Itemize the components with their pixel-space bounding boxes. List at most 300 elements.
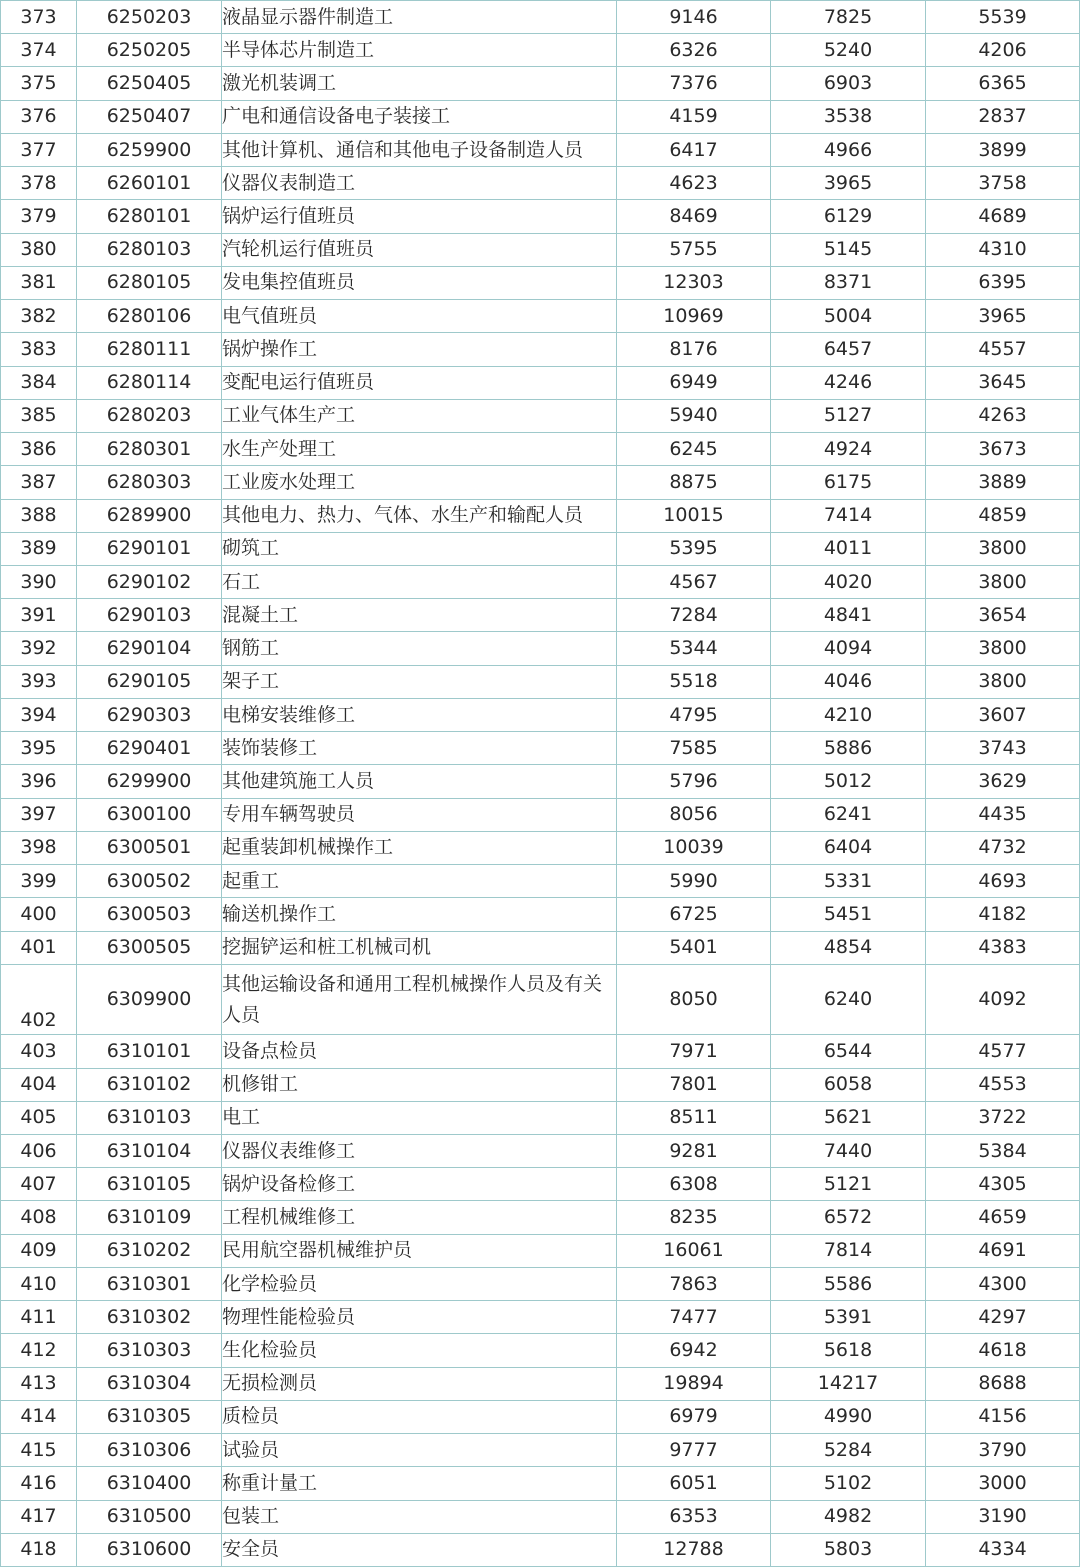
value-cell-1: 7376 bbox=[617, 67, 771, 100]
occupation-name-cell: 挖掘铲运和桩工机械司机 bbox=[222, 931, 617, 964]
row-number-cell: 403 bbox=[1, 1035, 77, 1068]
value-cell-2: 5284 bbox=[771, 1434, 926, 1467]
row-number-cell: 386 bbox=[1, 433, 77, 466]
value-cell-1: 5755 bbox=[617, 233, 771, 266]
occupation-name-cell: 工业气体生产工 bbox=[222, 399, 617, 432]
occupation-code-cell: 6260101 bbox=[77, 167, 222, 200]
value-cell-2: 5391 bbox=[771, 1301, 926, 1334]
value-cell-1: 10039 bbox=[617, 831, 771, 864]
table-row bbox=[1, 1334, 1080, 1367]
value-cell-2: 4011 bbox=[771, 532, 926, 565]
value-cell-2: 5102 bbox=[771, 1467, 926, 1500]
row-number-cell: 399 bbox=[1, 865, 77, 898]
occupation-name-cell: 变配电运行值班员 bbox=[222, 366, 617, 399]
occupation-name-cell: 激光机装调工 bbox=[222, 67, 617, 100]
occupation-code-cell: 6310101 bbox=[77, 1035, 222, 1068]
row-number-cell: 381 bbox=[1, 266, 77, 299]
row-number-cell: 407 bbox=[1, 1168, 77, 1201]
occupation-name-cell: 民用航空器机械维护员 bbox=[222, 1234, 617, 1267]
occupation-code-cell: 6300100 bbox=[77, 798, 222, 831]
value-cell-2: 6241 bbox=[771, 798, 926, 831]
value-cell-2: 4854 bbox=[771, 931, 926, 964]
occupation-name-cell: 仪器仪表维修工 bbox=[222, 1135, 617, 1168]
row-number-cell: 376 bbox=[1, 100, 77, 133]
row-number-cell: 396 bbox=[1, 765, 77, 798]
occupation-code-cell: 6289900 bbox=[77, 499, 222, 532]
value-cell-2: 6903 bbox=[771, 67, 926, 100]
value-cell-1: 8511 bbox=[617, 1101, 771, 1134]
row-number-cell: 385 bbox=[1, 399, 77, 432]
row-number-cell: 416 bbox=[1, 1467, 77, 1500]
occupation-code-cell: 6250405 bbox=[77, 67, 222, 100]
occupation-code-cell: 6250203 bbox=[77, 1, 222, 34]
row-number-cell: 406 bbox=[1, 1135, 77, 1168]
value-cell-3: 3965 bbox=[926, 300, 1080, 333]
value-cell-2: 8371 bbox=[771, 266, 926, 299]
value-cell-1: 5518 bbox=[617, 665, 771, 698]
value-cell-3: 8688 bbox=[926, 1367, 1080, 1400]
occupation-code-cell: 6310301 bbox=[77, 1267, 222, 1300]
row-number-cell: 394 bbox=[1, 698, 77, 731]
value-cell-1: 5395 bbox=[617, 532, 771, 565]
occupation-code-cell: 6280203 bbox=[77, 399, 222, 432]
occupation-name-cell: 化学检验员 bbox=[222, 1267, 617, 1300]
table-row bbox=[1, 100, 1080, 133]
occupation-name-cell: 电工 bbox=[222, 1101, 617, 1134]
value-cell-1: 7284 bbox=[617, 599, 771, 632]
value-cell-1: 12788 bbox=[617, 1533, 771, 1566]
value-cell-1: 5401 bbox=[617, 931, 771, 964]
value-cell-2: 14217 bbox=[771, 1367, 926, 1400]
row-number-cell: 384 bbox=[1, 366, 77, 399]
value-cell-3: 4297 bbox=[926, 1301, 1080, 1334]
value-cell-3: 4310 bbox=[926, 233, 1080, 266]
row-number-cell: 390 bbox=[1, 565, 77, 598]
row-number-cell: 412 bbox=[1, 1334, 77, 1367]
value-cell-3: 4732 bbox=[926, 831, 1080, 864]
table-row bbox=[1, 266, 1080, 299]
row-number-cell: 392 bbox=[1, 632, 77, 665]
occupation-code-cell: 6310305 bbox=[77, 1400, 222, 1433]
row-number-cell: 402 bbox=[1, 964, 77, 1035]
value-cell-2: 3538 bbox=[771, 100, 926, 133]
value-cell-1: 4159 bbox=[617, 100, 771, 133]
table-row bbox=[1, 599, 1080, 632]
occupation-name-cell: 钢筋工 bbox=[222, 632, 617, 665]
occupation-code-cell: 6310306 bbox=[77, 1434, 222, 1467]
occupation-code-cell: 6280103 bbox=[77, 233, 222, 266]
value-cell-2: 6572 bbox=[771, 1201, 926, 1234]
value-cell-2: 5451 bbox=[771, 898, 926, 931]
row-number-cell: 373 bbox=[1, 1, 77, 34]
value-cell-2: 4094 bbox=[771, 632, 926, 665]
occupation-name-cell: 安全员 bbox=[222, 1533, 617, 1566]
occupation-code-cell: 6290102 bbox=[77, 565, 222, 598]
occupation-name-cell: 汽轮机运行值班员 bbox=[222, 233, 617, 266]
value-cell-1: 9146 bbox=[617, 1, 771, 34]
row-number-cell: 374 bbox=[1, 34, 77, 67]
row-number-cell: 400 bbox=[1, 898, 77, 931]
table-row bbox=[1, 399, 1080, 432]
occupation-name-cell: 半导体芯片制造工 bbox=[222, 34, 617, 67]
value-cell-2: 4990 bbox=[771, 1400, 926, 1433]
table-row bbox=[1, 300, 1080, 333]
occupation-name-cell: 工业废水处理工 bbox=[222, 466, 617, 499]
occupation-name-cell: 机修钳工 bbox=[222, 1068, 617, 1101]
table-row bbox=[1, 665, 1080, 698]
occupation-code-cell: 6310105 bbox=[77, 1168, 222, 1201]
occupation-code-cell: 6280106 bbox=[77, 300, 222, 333]
value-cell-3: 3000 bbox=[926, 1467, 1080, 1500]
occupation-name-cell: 液晶显示器件制造工 bbox=[222, 1, 617, 34]
occupation-name-cell: 起重装卸机械操作工 bbox=[222, 831, 617, 864]
occupation-name-cell: 电气值班员 bbox=[222, 300, 617, 333]
value-cell-1: 7801 bbox=[617, 1068, 771, 1101]
value-cell-3: 4263 bbox=[926, 399, 1080, 432]
occupation-code-cell: 6250205 bbox=[77, 34, 222, 67]
value-cell-2: 5586 bbox=[771, 1267, 926, 1300]
table-row bbox=[1, 1367, 1080, 1400]
value-cell-2: 7825 bbox=[771, 1, 926, 34]
value-cell-2: 4020 bbox=[771, 565, 926, 598]
table-row bbox=[1, 964, 1080, 1035]
value-cell-1: 7863 bbox=[617, 1267, 771, 1300]
occupation-name-cell: 发电集控值班员 bbox=[222, 266, 617, 299]
occupation-code-cell: 6310109 bbox=[77, 1201, 222, 1234]
table-row bbox=[1, 798, 1080, 831]
table-row bbox=[1, 466, 1080, 499]
value-cell-1: 5940 bbox=[617, 399, 771, 432]
occupation-code-cell: 6310304 bbox=[77, 1367, 222, 1400]
table-row bbox=[1, 1068, 1080, 1101]
value-cell-3: 4383 bbox=[926, 931, 1080, 964]
row-number-cell: 398 bbox=[1, 831, 77, 864]
occupation-code-cell: 6310303 bbox=[77, 1334, 222, 1367]
value-cell-2: 5145 bbox=[771, 233, 926, 266]
occupation-code-cell: 6280114 bbox=[77, 366, 222, 399]
value-cell-3: 5539 bbox=[926, 1, 1080, 34]
value-cell-3: 4553 bbox=[926, 1068, 1080, 1101]
occupation-code-cell: 6310302 bbox=[77, 1301, 222, 1334]
value-cell-1: 7971 bbox=[617, 1035, 771, 1068]
occupation-code-cell: 6280111 bbox=[77, 333, 222, 366]
table-row bbox=[1, 366, 1080, 399]
row-number-cell: 388 bbox=[1, 499, 77, 532]
value-cell-2: 4246 bbox=[771, 366, 926, 399]
value-cell-3: 3645 bbox=[926, 366, 1080, 399]
table-row bbox=[1, 233, 1080, 266]
value-cell-3: 4300 bbox=[926, 1267, 1080, 1300]
value-cell-1: 6326 bbox=[617, 34, 771, 67]
value-cell-1: 8176 bbox=[617, 333, 771, 366]
table-row bbox=[1, 167, 1080, 200]
table-row bbox=[1, 1168, 1080, 1201]
value-cell-1: 12303 bbox=[617, 266, 771, 299]
value-cell-3: 4334 bbox=[926, 1533, 1080, 1566]
occupation-code-cell: 6290103 bbox=[77, 599, 222, 632]
table-row bbox=[1, 1135, 1080, 1168]
row-number-cell: 404 bbox=[1, 1068, 77, 1101]
value-cell-2: 4924 bbox=[771, 433, 926, 466]
occupation-name-cell: 物理性能检验员 bbox=[222, 1301, 617, 1334]
value-cell-3: 4156 bbox=[926, 1400, 1080, 1433]
row-number-cell: 383 bbox=[1, 333, 77, 366]
occupation-code-cell: 6259900 bbox=[77, 133, 222, 166]
value-cell-1: 5344 bbox=[617, 632, 771, 665]
value-cell-1: 6942 bbox=[617, 1334, 771, 1367]
row-number-cell: 380 bbox=[1, 233, 77, 266]
value-cell-1: 8469 bbox=[617, 200, 771, 233]
value-cell-3: 3629 bbox=[926, 765, 1080, 798]
table-row bbox=[1, 1467, 1080, 1500]
value-cell-2: 6129 bbox=[771, 200, 926, 233]
value-cell-2: 3965 bbox=[771, 167, 926, 200]
value-cell-3: 3673 bbox=[926, 433, 1080, 466]
occupation-name-cell: 广电和通信设备电子装接工 bbox=[222, 100, 617, 133]
table-row bbox=[1, 499, 1080, 532]
value-cell-3: 3889 bbox=[926, 466, 1080, 499]
occupation-code-cell: 6290401 bbox=[77, 732, 222, 765]
table-row bbox=[1, 67, 1080, 100]
occupation-code-cell: 6310103 bbox=[77, 1101, 222, 1134]
value-cell-1: 5990 bbox=[617, 865, 771, 898]
value-cell-3: 4618 bbox=[926, 1334, 1080, 1367]
value-cell-3: 4305 bbox=[926, 1168, 1080, 1201]
occupation-name-cell: 起重工 bbox=[222, 865, 617, 898]
value-cell-1: 8050 bbox=[617, 964, 771, 1035]
occupation-code-cell: 6290303 bbox=[77, 698, 222, 731]
occupation-name-cell: 其他运输设备和通用工程机械操作人员及有关人员 bbox=[222, 964, 617, 1035]
value-cell-3: 4577 bbox=[926, 1035, 1080, 1068]
value-cell-2: 6175 bbox=[771, 466, 926, 499]
occupation-name-cell: 质检员 bbox=[222, 1400, 617, 1433]
value-cell-2: 6544 bbox=[771, 1035, 926, 1068]
value-cell-1: 5796 bbox=[617, 765, 771, 798]
value-cell-2: 5803 bbox=[771, 1533, 926, 1566]
value-cell-2: 4210 bbox=[771, 698, 926, 731]
value-cell-1: 6245 bbox=[617, 433, 771, 466]
occupation-code-cell: 6299900 bbox=[77, 765, 222, 798]
value-cell-3: 4092 bbox=[926, 964, 1080, 1035]
value-cell-3: 3190 bbox=[926, 1500, 1080, 1533]
value-cell-3: 3607 bbox=[926, 698, 1080, 731]
value-cell-1: 10015 bbox=[617, 499, 771, 532]
table-row bbox=[1, 898, 1080, 931]
row-number-cell: 397 bbox=[1, 798, 77, 831]
value-cell-2: 5012 bbox=[771, 765, 926, 798]
value-cell-1: 8875 bbox=[617, 466, 771, 499]
table-row bbox=[1, 433, 1080, 466]
value-cell-1: 7585 bbox=[617, 732, 771, 765]
row-number-cell: 401 bbox=[1, 931, 77, 964]
occupation-code-cell: 6310102 bbox=[77, 1068, 222, 1101]
row-number-cell: 414 bbox=[1, 1400, 77, 1433]
table-row bbox=[1, 1400, 1080, 1433]
occupation-code-cell: 6309900 bbox=[77, 964, 222, 1035]
row-number-cell: 413 bbox=[1, 1367, 77, 1400]
table-row bbox=[1, 1035, 1080, 1068]
value-cell-2: 7414 bbox=[771, 499, 926, 532]
occupation-name-cell: 锅炉运行值班员 bbox=[222, 200, 617, 233]
table-row bbox=[1, 200, 1080, 233]
occupation-code-cell: 6300505 bbox=[77, 931, 222, 964]
value-cell-1: 8056 bbox=[617, 798, 771, 831]
occupation-name-cell: 其他建筑施工人员 bbox=[222, 765, 617, 798]
occupation-name-cell: 生化检验员 bbox=[222, 1334, 617, 1367]
table-row bbox=[1, 1500, 1080, 1533]
occupation-name-cell: 架子工 bbox=[222, 665, 617, 698]
row-number-cell: 418 bbox=[1, 1533, 77, 1566]
value-cell-2: 5240 bbox=[771, 34, 926, 67]
value-cell-1: 6051 bbox=[617, 1467, 771, 1500]
value-cell-2: 5621 bbox=[771, 1101, 926, 1134]
table-row bbox=[1, 34, 1080, 67]
occupation-name-cell: 锅炉设备检修工 bbox=[222, 1168, 617, 1201]
value-cell-3: 6395 bbox=[926, 266, 1080, 299]
value-cell-3: 3722 bbox=[926, 1101, 1080, 1134]
row-number-cell: 409 bbox=[1, 1234, 77, 1267]
value-cell-1: 4567 bbox=[617, 565, 771, 598]
value-cell-3: 4859 bbox=[926, 499, 1080, 532]
occupation-name-cell: 仪器仪表制造工 bbox=[222, 167, 617, 200]
table-row bbox=[1, 1533, 1080, 1566]
value-cell-3: 3899 bbox=[926, 133, 1080, 166]
value-cell-1: 7477 bbox=[617, 1301, 771, 1334]
value-cell-1: 6417 bbox=[617, 133, 771, 166]
table-row bbox=[1, 333, 1080, 366]
occupation-code-cell: 6250407 bbox=[77, 100, 222, 133]
table-row bbox=[1, 1101, 1080, 1134]
occupation-code-cell: 6300503 bbox=[77, 898, 222, 931]
row-number-cell: 395 bbox=[1, 732, 77, 765]
table-row bbox=[1, 532, 1080, 565]
value-cell-1: 9281 bbox=[617, 1135, 771, 1168]
row-number-cell: 379 bbox=[1, 200, 77, 233]
value-cell-1: 4623 bbox=[617, 167, 771, 200]
occupation-name-cell: 其他电力、热力、气体、水生产和输配人员 bbox=[222, 499, 617, 532]
value-cell-2: 4966 bbox=[771, 133, 926, 166]
occupation-name-cell: 称重计量工 bbox=[222, 1467, 617, 1500]
row-number-cell: 417 bbox=[1, 1500, 77, 1533]
row-number-cell: 405 bbox=[1, 1101, 77, 1134]
value-cell-1: 8235 bbox=[617, 1201, 771, 1234]
row-number-cell: 391 bbox=[1, 599, 77, 632]
occupation-code-cell: 6310600 bbox=[77, 1533, 222, 1566]
value-cell-3: 4435 bbox=[926, 798, 1080, 831]
row-number-cell: 408 bbox=[1, 1201, 77, 1234]
occupation-code-cell: 6290105 bbox=[77, 665, 222, 698]
table-row bbox=[1, 1434, 1080, 1467]
occupation-code-cell: 6280301 bbox=[77, 433, 222, 466]
row-number-cell: 382 bbox=[1, 300, 77, 333]
value-cell-1: 4795 bbox=[617, 698, 771, 731]
value-cell-3: 5384 bbox=[926, 1135, 1080, 1168]
occupation-code-cell: 6310104 bbox=[77, 1135, 222, 1168]
value-cell-3: 3790 bbox=[926, 1434, 1080, 1467]
value-cell-2: 6058 bbox=[771, 1068, 926, 1101]
table-row bbox=[1, 765, 1080, 798]
occupation-name-cell: 输送机操作工 bbox=[222, 898, 617, 931]
value-cell-2: 7440 bbox=[771, 1135, 926, 1168]
value-cell-3: 2837 bbox=[926, 100, 1080, 133]
value-cell-3: 4557 bbox=[926, 333, 1080, 366]
value-cell-3: 6365 bbox=[926, 67, 1080, 100]
value-cell-3: 3800 bbox=[926, 565, 1080, 598]
occupation-code-cell: 6280105 bbox=[77, 266, 222, 299]
value-cell-2: 5121 bbox=[771, 1168, 926, 1201]
row-number-cell: 411 bbox=[1, 1301, 77, 1334]
value-cell-3: 4689 bbox=[926, 200, 1080, 233]
occupation-code-cell: 6290101 bbox=[77, 532, 222, 565]
occupation-code-cell: 6300502 bbox=[77, 865, 222, 898]
table-row bbox=[1, 1234, 1080, 1267]
value-cell-1: 6949 bbox=[617, 366, 771, 399]
value-cell-3: 3654 bbox=[926, 599, 1080, 632]
value-cell-2: 4841 bbox=[771, 599, 926, 632]
table-row bbox=[1, 1267, 1080, 1300]
occupation-name-cell: 水生产处理工 bbox=[222, 433, 617, 466]
value-cell-1: 19894 bbox=[617, 1367, 771, 1400]
value-cell-1: 6725 bbox=[617, 898, 771, 931]
table-row bbox=[1, 632, 1080, 665]
value-cell-2: 5127 bbox=[771, 399, 926, 432]
table-row bbox=[1, 565, 1080, 598]
occupation-name-cell: 工程机械维修工 bbox=[222, 1201, 617, 1234]
value-cell-1: 10969 bbox=[617, 300, 771, 333]
row-number-cell: 375 bbox=[1, 67, 77, 100]
table-body bbox=[1, 1, 1080, 1567]
occupation-name-cell: 包装工 bbox=[222, 1500, 617, 1533]
value-cell-3: 4693 bbox=[926, 865, 1080, 898]
value-cell-2: 4046 bbox=[771, 665, 926, 698]
occupation-name-cell: 试验员 bbox=[222, 1434, 617, 1467]
occupation-code-cell: 6310400 bbox=[77, 1467, 222, 1500]
row-number-cell: 387 bbox=[1, 466, 77, 499]
occupation-name-cell: 砌筑工 bbox=[222, 532, 617, 565]
occupation-code-cell: 6280303 bbox=[77, 466, 222, 499]
value-cell-2: 5886 bbox=[771, 732, 926, 765]
occupation-code-cell: 6290104 bbox=[77, 632, 222, 665]
table-row bbox=[1, 931, 1080, 964]
value-cell-3: 3758 bbox=[926, 167, 1080, 200]
value-cell-3: 3800 bbox=[926, 665, 1080, 698]
table-row bbox=[1, 1201, 1080, 1234]
value-cell-2: 5618 bbox=[771, 1334, 926, 1367]
value-cell-1: 6308 bbox=[617, 1168, 771, 1201]
value-cell-2: 6240 bbox=[771, 964, 926, 1035]
row-number-cell: 378 bbox=[1, 167, 77, 200]
occupation-code-cell: 6310500 bbox=[77, 1500, 222, 1533]
table-row bbox=[1, 1, 1080, 34]
row-number-cell: 415 bbox=[1, 1434, 77, 1467]
occupation-name-cell: 无损检测员 bbox=[222, 1367, 617, 1400]
value-cell-2: 5331 bbox=[771, 865, 926, 898]
value-cell-1: 9777 bbox=[617, 1434, 771, 1467]
value-cell-2: 6457 bbox=[771, 333, 926, 366]
value-cell-3: 3743 bbox=[926, 732, 1080, 765]
value-cell-2: 5004 bbox=[771, 300, 926, 333]
value-cell-3: 4206 bbox=[926, 34, 1080, 67]
table-row bbox=[1, 1301, 1080, 1334]
row-number-cell: 410 bbox=[1, 1267, 77, 1300]
value-cell-3: 3800 bbox=[926, 632, 1080, 665]
occupation-name-cell: 锅炉操作工 bbox=[222, 333, 617, 366]
occupation-code-cell: 6280101 bbox=[77, 200, 222, 233]
value-cell-3: 3800 bbox=[926, 532, 1080, 565]
value-cell-3: 4182 bbox=[926, 898, 1080, 931]
occupation-name-cell: 电梯安装维修工 bbox=[222, 698, 617, 731]
occupation-name-cell: 混凝土工 bbox=[222, 599, 617, 632]
